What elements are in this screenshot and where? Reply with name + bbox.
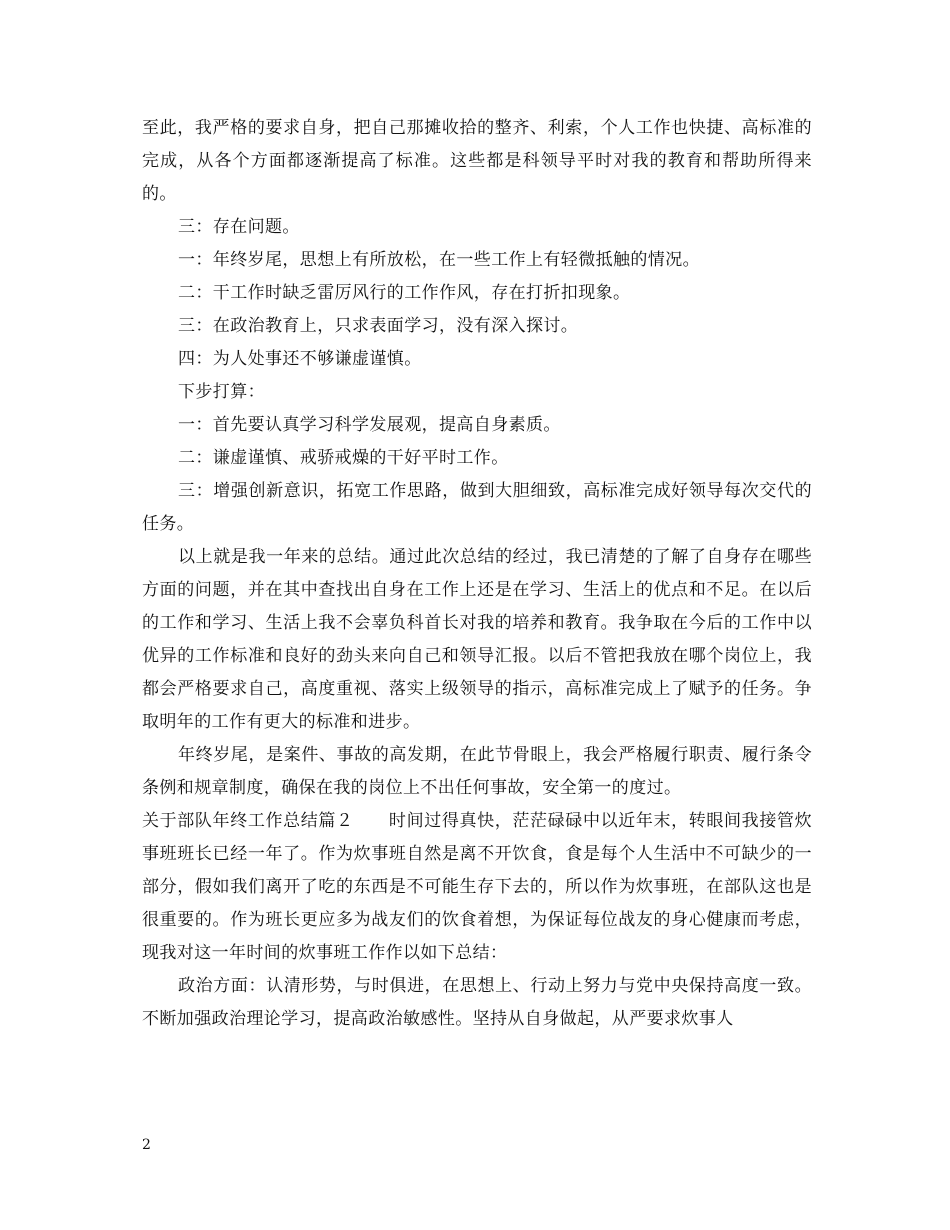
problem-item-1: 一：年终岁尾，思想上有所放松，在一些工作上有轻微抵触的情况。	[178, 250, 700, 270]
heading-problems: 三：存在问题。	[178, 217, 300, 237]
page-number: 2	[142, 1137, 151, 1153]
politics-paragraph: 政治方面：认清形势，与时俱进，在思想上、行动上努力与党中央保持高度一致。不断加强政治理论学习，提高政治敏感性。坚持从自身做起，从严要求炊事人	[142, 976, 812, 1029]
plan-item-3: 三：增强创新意识，拓宽工作思路，做到大胆细致，高标准完成好领导每次交代的任务。	[142, 481, 812, 534]
problem-item-4: 四：为人处事还不够谦虚谨慎。	[178, 349, 422, 369]
problem-item-2: 二：干工作时缺乏雷厉风行的工作作风，存在打折扣现象。	[178, 283, 631, 303]
plan-item-1: 一：首先要认真学习科学发展观，提高自身素质。	[178, 415, 561, 435]
document-body	[142, 112, 812, 1036]
heading-next-steps: 下步打算：	[178, 382, 265, 402]
problem-item-3: 三：在政治教育上，只求表面学习，没有深入探讨。	[178, 316, 579, 336]
plan-item-2: 二：谦虚谨慎、戒骄戒燥的干好平时工作。	[178, 448, 509, 468]
section-2-intro: 关于部队年终工作总结篇２ 时间过得真快，茫茫碌碌中以近年末，转眼间我接管炊事班班长已经一年了。作为炊事班自然是离不开饮食，食是每个人生活中不可缺少的一部分，假如我们离开了吃的东西是不可能生存下去的，所以作为炊事班，在部队这也是很重要的。作为班长更应多为战友们的饮食着想，为保证每位战友的身心健康而考虑，现我对这一年时间的炊事班工作作以如下总结：	[142, 811, 812, 963]
summary-paragraph: 以上就是我一年来的总结。通过此次总结的经过，我已清楚的了解了自身存在哪些方面的问题，并在其中查找出自身在工作上还是在学习、生活上的优点和不足。在以后的工作和学习、生活上我不会辜负科首长对我的培养和教育。我争取在今后的工作中以优异的工作标准和良好的劲头来向自己和领导汇报。以后不管把我放在哪个岗位上，我都会严格要求自己，高度重视、落实上级领导的指示，高标准完成上了赋予的任务。争取明年的工作有更大的标准和进步。	[142, 547, 812, 732]
paragraph-continuation: 至此，我严格的要求自身，把自己那摊收拾的整齐、利索，个人工作也快捷、高标准的完成，从各个方面都逐渐提高了标准。这些都是科领导平时对我的教育和帮助所得来的。	[142, 118, 812, 204]
safety-paragraph: 年终岁尾，是案件、事故的高发期，在此节骨眼上，我会严格履行职责、履行条令条例和规章制度，确保在我的岗位上不出任何事故，安全第一的度过。	[142, 745, 812, 798]
